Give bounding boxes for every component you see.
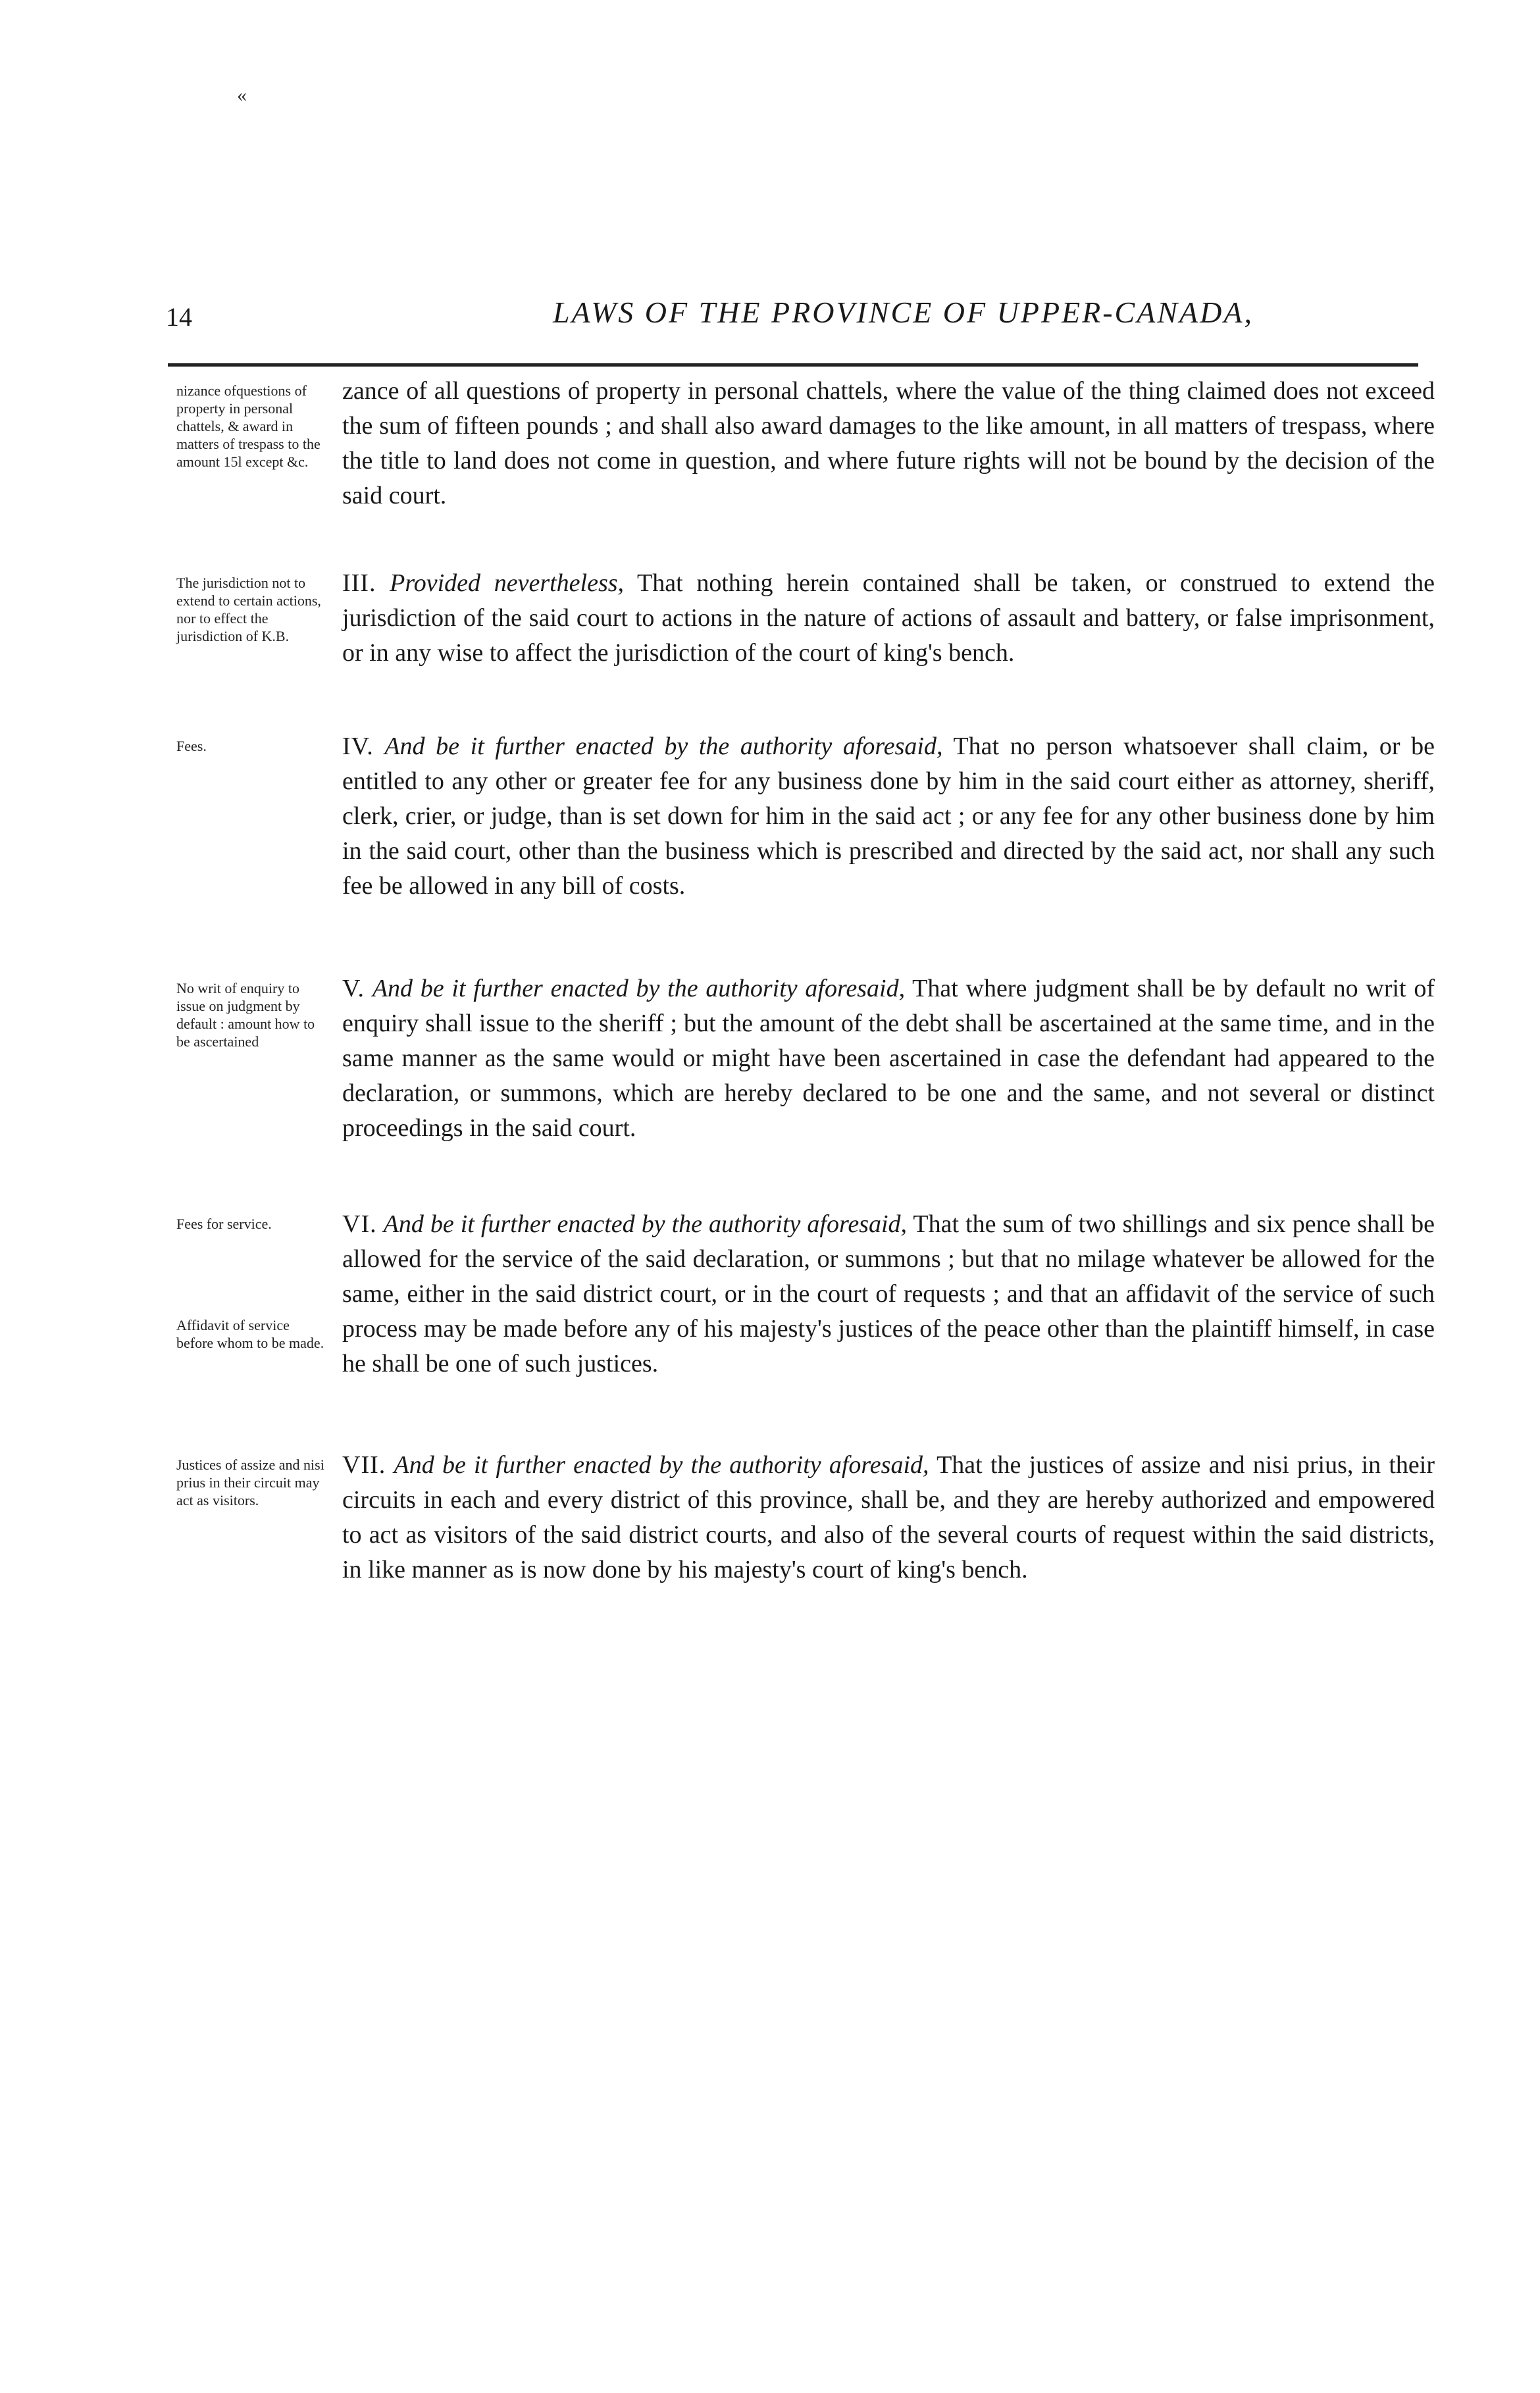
enacting-clause: And be it further enacted by the authority aforesaid, [384, 733, 943, 760]
section-text [342, 374, 1435, 513]
section-body: That the justices of assize and nisi prius, in their circuits in each and every district of this province, shall be, and they are hereby authorized and empowered to act as visitors of the said district courts, and also of the several courts of request within the said districts, in like manner as is now done by his majesty's court of king's bench. [342, 1451, 1435, 1583]
section-body: That where judgment shall be by default no writ of enquiry shall issue to the sheriff ; but the amount of the debt shall be ascertained at the same time, and in the same manner as the same would or might have been ascertained in case the defendant had appeared to the declaration, or summons, which are hereby declared to be one and the same, and not several or distinct proceedings in the said court. [342, 975, 1435, 1142]
margin-note: Fees for service. [176, 1216, 272, 1232]
section-text [342, 971, 1435, 1146]
margin-note: The jurisdiction not to extend to certain actions, nor to effect the jurisdiction of K.B. [176, 575, 321, 644]
margin-note: Fees. [176, 738, 207, 754]
section-body: That the sum of two shillings and six pence shall be allowed for the service of the said declaration, or summons ; but that no milage whatever be allowed for the same, either in the said district court, or in the court of requests ; and that an affidavit of the service of such process may be made before any of his majesty's justices of the peace other than the plaintiff himself, in case he shall be one of such justices. [342, 1210, 1435, 1377]
section-number: V. [342, 975, 365, 1002]
section-body: That no person whatsoever shall claim, or be entitled to any other or greater fee for any business done by him in the said court either as attorney, sheriff, clerk, crier, or judge, than is set down for him in the said act ; or any fee for any other business done by him in the said court, other than the business which is prescribed and directed by the said act, nor shall any such fee be allowed in any bill of costs. [342, 733, 1435, 900]
page-number: 14 [166, 302, 192, 332]
enacting-clause: Provided nevertheless, [390, 569, 625, 597]
section-text [342, 729, 1435, 904]
margin-note: No writ of enquiry to issue on judgment by default : amount how to be ascertained [176, 980, 315, 1050]
margin-note: Justices of assize and nisi prius in their circuit may act as visitors. [176, 1456, 324, 1508]
section-text [342, 566, 1435, 671]
section-text [342, 1448, 1435, 1587]
enacting-clause: And be it further enacted by the authority aforesaid, [372, 975, 906, 1002]
margin-note: nizance ofquestions of property in personal chattels, & award in matters of trespass to the amount 15l except &c. [176, 382, 321, 470]
enacting-clause: And be it further enacted by the authority aforesaid, [394, 1451, 929, 1479]
section-number: IV. [342, 733, 374, 760]
section-number: III. [342, 569, 376, 597]
enacting-clause: And be it further enacted by the authority aforesaid, [383, 1210, 908, 1238]
section-number: VII. [342, 1451, 386, 1479]
margin-note: Affidavit of service before whom to be made. [176, 1317, 324, 1351]
section-number: VI. [342, 1210, 377, 1238]
top-mark: « [237, 84, 247, 106]
running-head: LAWS OF THE PROVINCE OF UPPER-CANADA, [553, 296, 1254, 329]
section-body: zance of all questions of property in personal chattels, where the value of the thing claimed does not exceed the sum of fifteen pounds ; and shall also award damages to the like amount, in all matters of trespass, where the title to land does not come in question, and where future rights will not be bound by the decision of the said court. [342, 377, 1435, 509]
header-rule [168, 363, 1418, 367]
section-body: That nothing herein contained shall be taken, or construed to extend the jurisdiction of the said court to actions in the nature of actions of assault and battery, or false imprisonment, or in any wise to affect the jurisdiction of the court of king's bench. [342, 569, 1435, 667]
section-text [342, 1207, 1435, 1381]
